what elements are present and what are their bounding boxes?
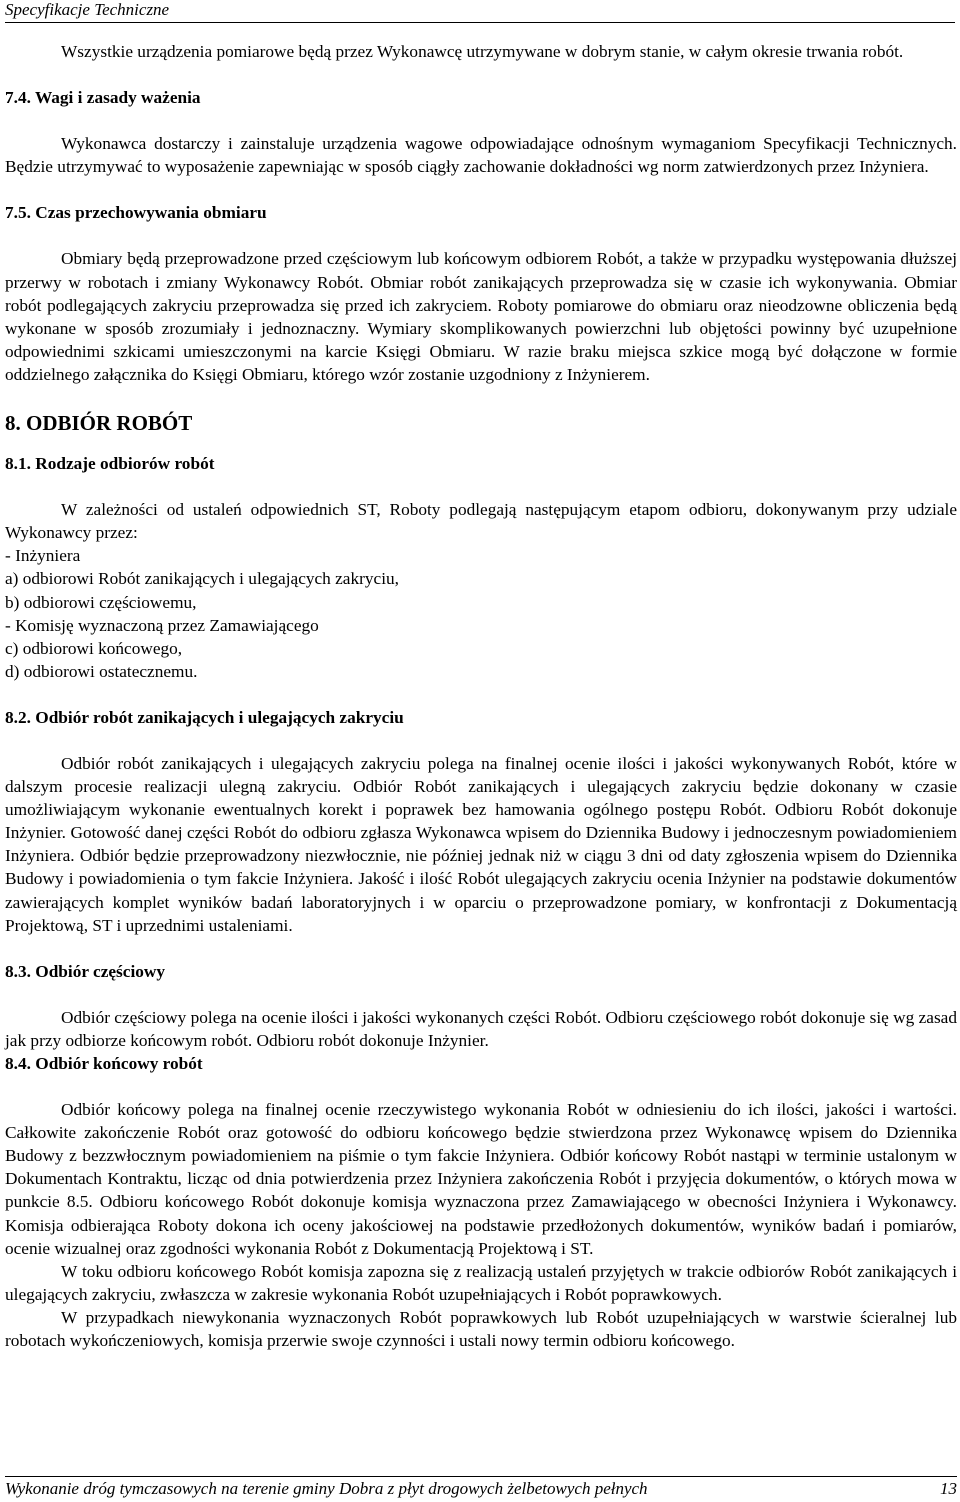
section-8-2-paragraph: Odbiór robót zanikających i ulegających zakryciu polega na finalnej ocenie ilości i jakości wykonywanych Robót, które w dalszym procesie realizacji ulegną zakryciu. Odbiór Robót zanikających i ulegających zakryciu będzie dokonany w czasie umożliwiającym wykonanie ewentualnych korekt i poprawek bez hamowania ogólnego postępu Robót. Odbioru Robót dokonuje Inżynier. Gotowość danej części Robót do odbioru zgłasza Wykonawca wpisem do Dziennika Budowy i jednoczesnym powiadomieniem Inżyniera. Odbiór będzie przeprowadzony niezwłocznie, nie później jednak niż w ciągu 3 dni od daty zgłoszenia wpisem do Dziennika Budowy i powiadomienia o tym fakcie Inżyniera. Jakość i ilość Robót ulegających zakryciu ocenia Inżynier na podstawie dokumentów zawierających komplet wyników badań laboratoryjnych i w oparciu o przeprowadzone pomiary, w konfrontacji z Dokumentacją Projektową, ST i uprzednimi ustaleniami.: [5, 753, 957, 935]
document-body: [5, 40, 957, 1352]
section-7-4-heading: 7.4. Wagi i zasady ważenia: [5, 88, 201, 108]
list-item: - Inżyniera: [5, 546, 81, 566]
section-7-5-paragraph: Obmiary będą przeprowadzone przed częściowym lub końcowym odbiorem Robót, a także w przypadku występowania dłuższej przerwy w robotach i zmiany Wykonawcy Robót. Obmiar robót zanikających przeprowadza się w czasie ich wykonywania. Obmiar robót podlegających zakryciu przeprowadza się przed ich zakryciem. Roboty pomiarowe do obmiaru oraz nieodzowne obliczenia będą wykonane w sposób zrozumiały i jednoznaczny. Wymiary skomplikowanych powierzchni lub objętości powinny być uzupełnione odpowiednimi szkicami umieszczonymi na karcie Księgi Obmiaru. W razie braku miejsca szkice mogą być dołączone w formie oddzielnego załącznika do Księgi Obmiaru, którego wzór zostanie uzgodniony z Inżynierem.: [5, 249, 957, 384]
list-item: d) odbiorowi ostatecznemu.: [5, 661, 198, 681]
section-8-2-heading: 8.2. Odbiór robót zanikających i ulegających zakryciu: [5, 707, 404, 727]
section-8-4-heading: 8.4. Odbiór końcowy robót: [5, 1054, 203, 1073]
section-8-1-paragraph: W zależności od ustaleń odpowiednich ST, Roboty podlegają następującym etapom odbioru, dokonywanym przy udziale Wykonawcy przez:: [5, 500, 957, 543]
header-title: Specyfikacje Techniczne: [5, 0, 170, 19]
list-item: b) odbiorowi częściowemu,: [5, 592, 197, 612]
footer-text: Wykonanie dróg tymczasowych na terenie gminy Dobra z płyt drogowych żelbetowych pełnych: [5, 1479, 648, 1498]
section-8-4-paragraph-2: W toku odbioru końcowego Robót komisja zapozna się z realizacją ustaleń przyjętych w trakcie odbiorów Robót zanikających i ulegających zakryciu, zwłaszcza w zakresie wykonania Robót uzupełniających i Robót poprawkowych.: [5, 1261, 957, 1304]
section-8-3-paragraph: Odbiór częściowy polega na ocenie ilości i jakości wykonanych części Robót. Odbioru częściowego robót dokonuje się wg zasad jak przy odbiorze końcowym robót. Odbioru robót dokonuje Inżynier.: [5, 1007, 957, 1050]
section-8-1-heading: 8.1. Rodzaje odbiorów robót: [5, 454, 215, 474]
section-8-4-paragraph-3: W przypadkach niewykonania wyznaczonych Robót poprawkowych lub Robót uzupełniających w warstwie ścieralnej lub robotach wykończeniowych, komisja przerwie swoje czynności i ustali nowy termin odbioru końcowego.: [5, 1307, 957, 1351]
section-8-heading: 8. ODBIÓR ROBÓT: [5, 411, 193, 436]
page-number: 13: [940, 1479, 957, 1498]
page-header: [5, 0, 955, 23]
measuring-devices-paragraph: Wszystkie urządzenia pomiarowe będą przez Wykonawcę utrzymywane w dobrym stanie, w całym okresie trwania robót.: [61, 42, 904, 61]
list-item: - Komisję wyznaczoną przez Zamawiającego: [5, 615, 319, 635]
list-item: c) odbiorowi końcowego,: [5, 638, 183, 658]
section-8-4-paragraph-1: Odbiór końcowy polega na finalnej ocenie rzeczywistego wykonania Robót w odniesieniu do ich ilości, jakości i wartości. Całkowite zakończenie Robót oraz gotowość do odbioru końcowego będzie stwierdzona przez Wykonawcę wpisem do Dziennika Budowy z bezzwłocznym powiadomieniem na piśmie o tym fakcie Inżyniera. Odbiór końcowy Robót nastąpi w terminie ustalonym w Dokumentach Kontraktu, licząc od dnia potwierdzenia przez Inżyniera zakończenia Robót i przyjęcia dokumentów, o których mowa w punkcie 8.5. Odbioru końcowego Robót dokonuje komisja wyznaczona przez Zamawiającego w obecności Inżyniera i Wykonawcy. Komisja odbierająca Roboty dokona ich oceny jakościowej na podstawie przedłożonych dokumentów, wyników badań i pomiarów, ocenie wizualnej oraz zgodności wykonania Robót z Dokumentacją Projektową i ST.: [5, 1100, 957, 1258]
page-footer: [5, 1476, 957, 1501]
section-7-5-heading: 7.5. Czas przechowywania obmiaru: [5, 203, 267, 223]
list-item: a) odbiorowi Robót zanikających i ulegających zakryciu,: [5, 569, 399, 589]
section-7-4-paragraph: Wykonawca dostarczy i zainstaluje urządzenia wagowe odpowiadające odnośnym wymaganiom Specyfikacji Technicznych. Będzie utrzymywać to wyposażenie zapewniając w sposób ciągły zachowanie dokładności wg norm zatwierdzonych przez Inżyniera.: [5, 134, 957, 177]
section-8-3-heading: 8.3. Odbiór częściowy: [5, 961, 166, 981]
acceptance-types-list: [5, 544, 957, 683]
